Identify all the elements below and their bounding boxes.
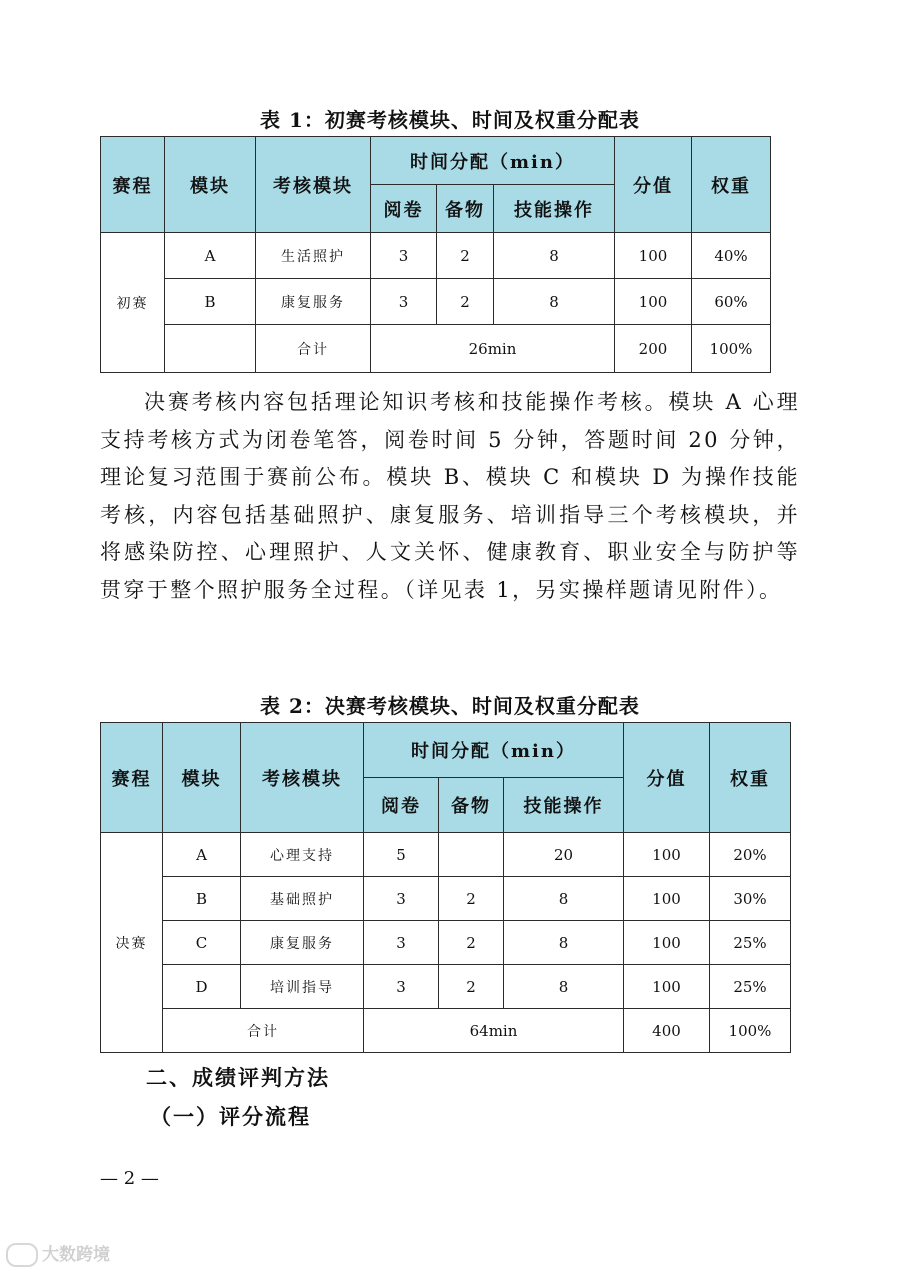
watermark [6, 1240, 110, 1267]
header-assessment: 考核模块 [241, 723, 364, 833]
prep-cell: 2 [437, 279, 494, 325]
read-cell: 3 [364, 965, 439, 1009]
header-weight: 权重 [710, 723, 791, 833]
score-cell: 100 [624, 965, 710, 1009]
assessment-cell: 康复服务 [256, 279, 371, 325]
skill-cell: 8 [504, 965, 624, 1009]
score-cell: 100 [615, 233, 692, 279]
module-cell: D [163, 965, 241, 1009]
total-weight: 100% [710, 1009, 791, 1053]
table-row [101, 921, 791, 965]
assessment-cell: 心理支持 [241, 833, 364, 877]
total-row [101, 1009, 791, 1053]
table1-caption: 表 1：初赛考核模块、时间及权重分配表 [260, 108, 640, 132]
table2-caption: 表 2：决赛考核模块、时间及权重分配表 [260, 694, 640, 718]
header-skill: 技能操作 [494, 185, 615, 233]
header-read: 阅卷 [364, 778, 439, 833]
header-time-alloc: 时间分配（min） [371, 137, 615, 185]
prep-cell: 2 [439, 877, 504, 921]
score-cell: 100 [615, 279, 692, 325]
skill-cell: 8 [494, 233, 615, 279]
score-cell: 100 [624, 921, 710, 965]
score-cell: 100 [624, 877, 710, 921]
read-cell: 3 [371, 233, 437, 279]
header-weight: 权重 [692, 137, 771, 233]
prep-cell: 2 [439, 965, 504, 1009]
table-row [101, 965, 791, 1009]
table-row [101, 833, 791, 877]
stage-label: 初赛 [101, 233, 165, 373]
header-stage: 赛程 [101, 137, 165, 233]
header-read: 阅卷 [371, 185, 437, 233]
subsection-heading: （一）评分流程 [150, 1104, 311, 1129]
read-cell: 3 [364, 921, 439, 965]
stage-label: 决赛 [101, 833, 163, 1053]
header-prep: 备物 [437, 185, 494, 233]
total-time: 64min [364, 1009, 624, 1053]
weight-cell: 25% [710, 921, 791, 965]
skill-cell: 8 [494, 279, 615, 325]
total-row [101, 325, 771, 373]
weight-cell: 30% [710, 877, 791, 921]
prep-cell: 2 [437, 233, 494, 279]
prep-cell [439, 833, 504, 877]
header-module: 模块 [163, 723, 241, 833]
header-module: 模块 [165, 137, 256, 233]
header-assessment: 考核模块 [256, 137, 371, 233]
section-heading: 二、成绩评判方法 [146, 1065, 330, 1090]
read-cell: 5 [364, 833, 439, 877]
module-cell: C [163, 921, 241, 965]
module-cell: A [163, 833, 241, 877]
read-cell: 3 [371, 279, 437, 325]
skill-cell: 8 [504, 877, 624, 921]
header-stage: 赛程 [101, 723, 163, 833]
header-prep: 备物 [439, 778, 504, 833]
weight-cell: 40% [692, 233, 771, 279]
module-cell: B [163, 877, 241, 921]
skill-cell: 20 [504, 833, 624, 877]
empty-cell [165, 325, 256, 373]
table1 [100, 136, 771, 373]
assessment-cell: 培训指导 [241, 965, 364, 1009]
skill-cell: 8 [504, 921, 624, 965]
header-skill: 技能操作 [504, 778, 624, 833]
header-time-alloc: 时间分配（min） [364, 723, 624, 778]
header-score: 分值 [615, 137, 692, 233]
body-paragraph: 决赛考核内容包括理论知识考核和技能操作考核。模块 A 心理支持考核方式为闭卷笔答，阅卷时间 5 分钟，答题时间 20 分钟，理论复习范围于赛前公布。模块 B、模块 C 和模块 D 为操作技能考核，内容包括基础照护、康复服务、培训指导三个考核模块，并将感染防控、心理照护、人文关怀、健康教育、职业安全与防护等贯穿于整个照护服务全过程。（详见表 1，另实操样题请见附件）。 [100, 390, 800, 602]
total-time: 26min [371, 325, 615, 373]
table-row [101, 279, 771, 325]
weight-cell: 60% [692, 279, 771, 325]
watermark-text: 大数跨境 [42, 1245, 110, 1265]
watermark-logo-icon [6, 1243, 38, 1267]
total-label: 合计 [256, 325, 371, 373]
assessment-cell: 生活照护 [256, 233, 371, 279]
table2 [100, 722, 791, 1053]
header-score: 分值 [624, 723, 710, 833]
total-weight: 100% [692, 325, 771, 373]
table-row [101, 877, 791, 921]
table-row [101, 233, 771, 279]
read-cell: 3 [364, 877, 439, 921]
assessment-cell: 康复服务 [241, 921, 364, 965]
module-cell: B [165, 279, 256, 325]
assessment-cell: 基础照护 [241, 877, 364, 921]
weight-cell: 25% [710, 965, 791, 1009]
prep-cell: 2 [439, 921, 504, 965]
total-score: 200 [615, 325, 692, 373]
total-score: 400 [624, 1009, 710, 1053]
total-label: 合计 [163, 1009, 364, 1053]
score-cell: 100 [624, 833, 710, 877]
module-cell: A [165, 233, 256, 279]
weight-cell: 20% [710, 833, 791, 877]
page-number: — 2 — [100, 1168, 159, 1189]
